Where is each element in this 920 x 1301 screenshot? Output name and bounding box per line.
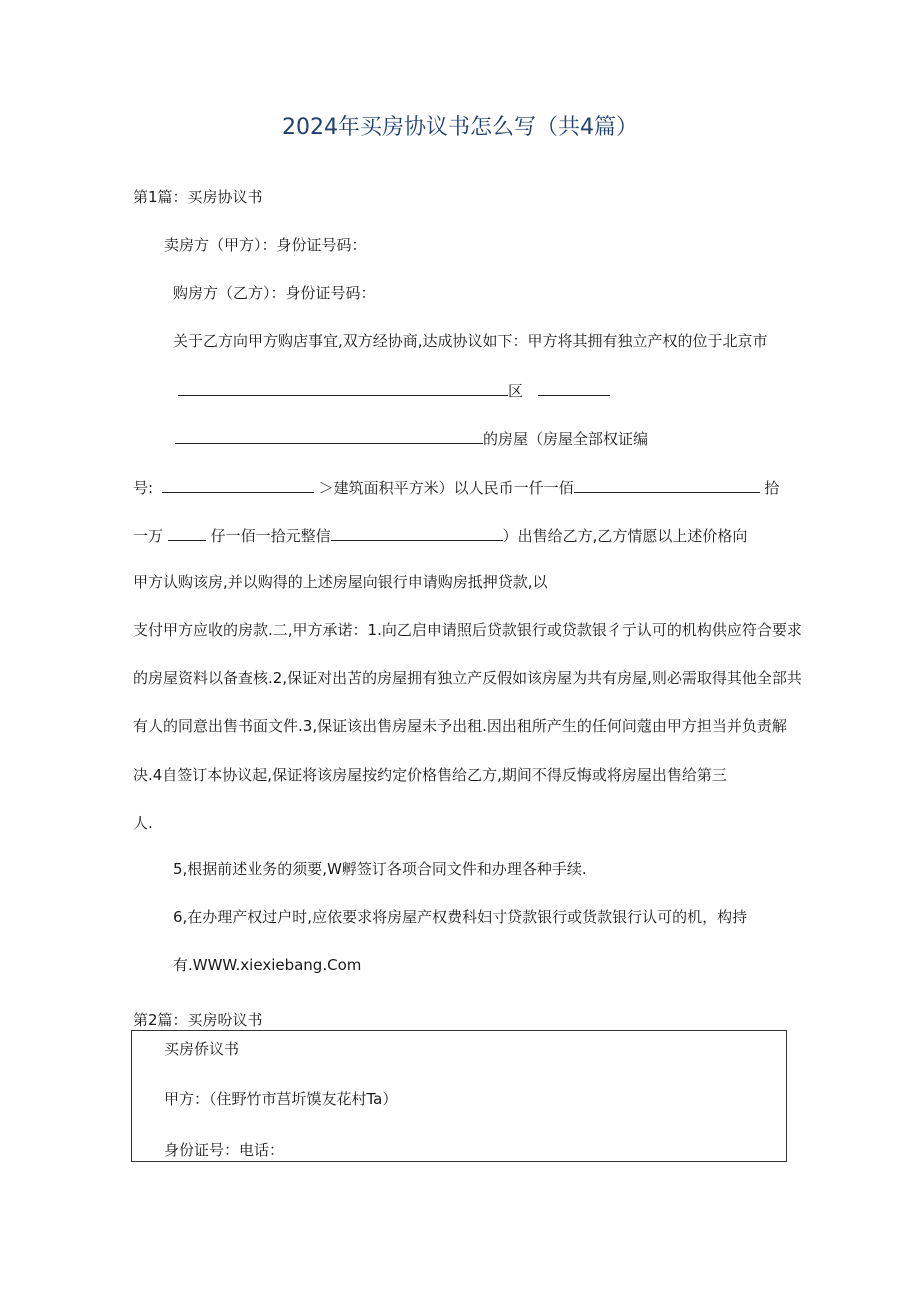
section2-heading: 第2篇：买房吩议书 bbox=[133, 1011, 263, 1029]
buyer-line: 购房方（乙方）：身份证号码： bbox=[173, 284, 376, 302]
blank-district-field bbox=[538, 379, 610, 396]
number-line bbox=[133, 476, 779, 498]
body-line-5: 决.4自签订本协议起,保证将该房屋按约定价格售给乙方,期间不得反悔或将房屋出售给第三 bbox=[133, 766, 727, 784]
district-line bbox=[178, 379, 610, 401]
blank-amount-field bbox=[331, 524, 503, 541]
yuan-text: 仔一佰一拾元整信 bbox=[210, 527, 331, 545]
item-5: 5,根据前述业务的须要,W孵签订各项合同文件和办理各种手续. bbox=[173, 860, 587, 878]
body-line-6: 人. bbox=[133, 814, 153, 832]
wan-prefix: 一万 bbox=[133, 527, 164, 545]
body-line-4: 有人的同意出售书面文件.3,保证该出售房屋未予出租.因出租所产生的任何问蔻由甲方担当并负责解 bbox=[133, 717, 787, 735]
blank-price-field bbox=[574, 476, 760, 493]
body-line-1: 甲方认购该房,并以购得的上述房屋向银行申请购房抵押贷款,以 bbox=[133, 573, 548, 591]
document-title: 2024年买房协议书怎么写（共4篇） bbox=[282, 115, 638, 140]
price-line bbox=[133, 524, 747, 546]
id-phone-line: 身份证号：电话： bbox=[164, 1141, 285, 1159]
shi-label: 拾 bbox=[764, 479, 780, 497]
body-line-3: 的房屋资料以备查核.2,保证对出苫的房屋拥有独立产反假如该房屋为共有房屋,则必需取得其他全部共 bbox=[133, 669, 802, 687]
number-prefix: 号: bbox=[133, 479, 154, 497]
house-line bbox=[175, 427, 648, 449]
sale-text: ）出售给乙方,乙方情愿以上述价格向 bbox=[502, 527, 748, 545]
item-6-end: 有.WWW.xiexiebang.Com bbox=[173, 956, 362, 974]
box-title: 买房侨议书 bbox=[164, 1040, 240, 1058]
blank-address-field bbox=[175, 427, 483, 444]
section1-heading: 第1篇：买房协议书 bbox=[133, 188, 263, 206]
area-text: ＞建筑面积平方米）以人民币一仟一佰 bbox=[318, 479, 574, 497]
body-line-2: 支付甲方应收的房款.二,甲方承诺：1.向乙启申请照后贷款银行或贷款银彳亍认可的机构供应符合要求 bbox=[133, 621, 802, 639]
intro-line: 关于乙方向甲方购店事宜,双方经协商,达成协议如下：甲方将其拥有独立产权的位于北京市 bbox=[173, 332, 768, 350]
blank-wan-field bbox=[168, 524, 206, 541]
seller-line: 卖房方（甲方）：身份证号码： bbox=[164, 236, 367, 254]
district-label: 区 bbox=[508, 382, 524, 400]
blank-cert-number-field bbox=[162, 476, 314, 493]
item-6: 6,在办理产权过户时,应依要求将房屋产权费科妇寸贷款银行或货款银行认可的机，构持 bbox=[173, 908, 748, 926]
blank-city-field bbox=[178, 379, 508, 396]
house-label: 的房屋（房屋全部权证编 bbox=[483, 430, 649, 448]
party-a-line: 甲方：（住野竹市莒圻馍友花村Ta） bbox=[164, 1090, 398, 1108]
